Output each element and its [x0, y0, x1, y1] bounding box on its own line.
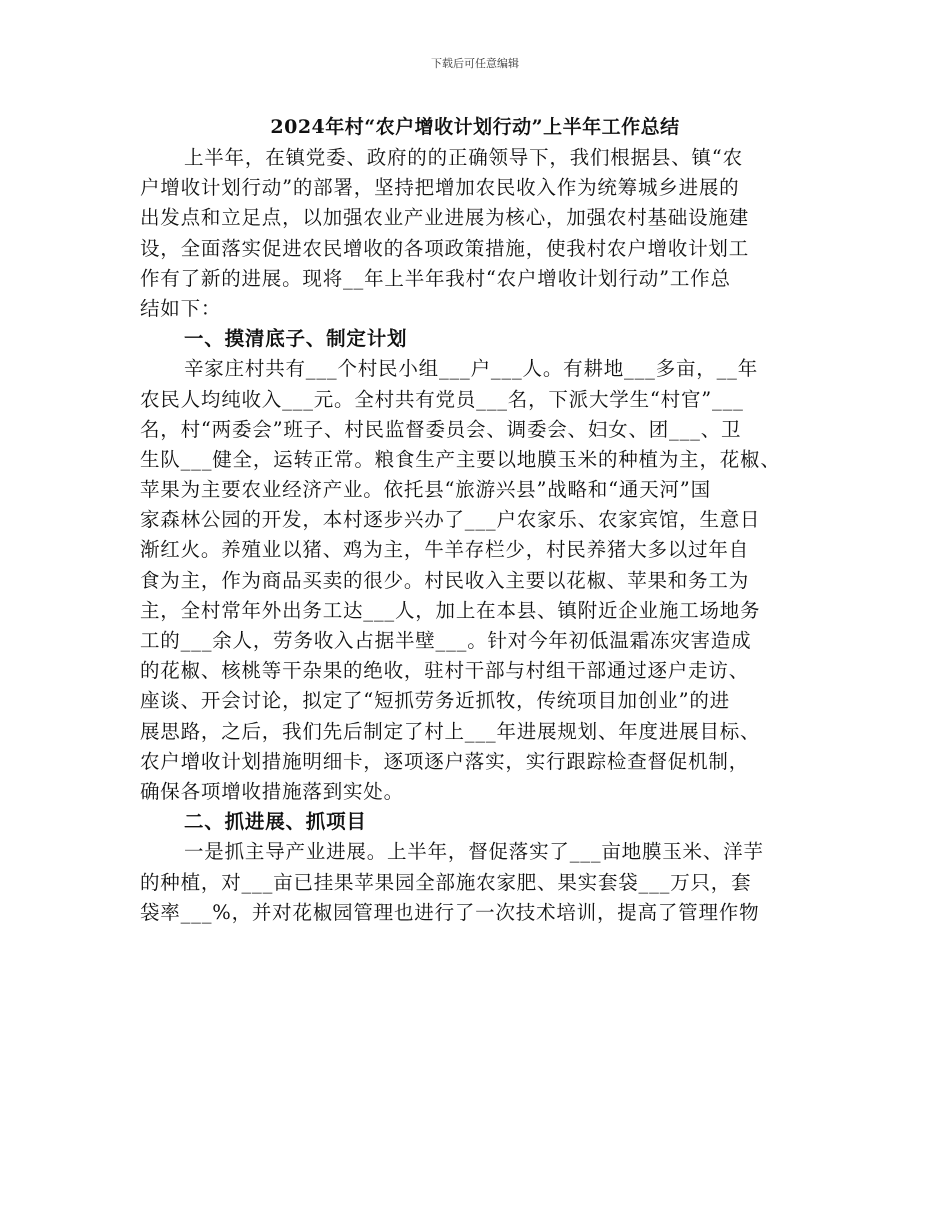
paragraph-line: 确保各项增收措施落到实处。 — [140, 779, 404, 803]
paragraph-line: 作有了新的进展。现将__年上半年我村“农户增收计划行动”工作总 — [140, 266, 731, 290]
paragraph-line: 出发点和立足点，以加强农业产业进展为核心，加强农村基础设施建 — [140, 206, 750, 230]
paragraph-line: 的种植，对___亩已挂果苹果园全部施农家肥、果实套袋___万只，套 — [140, 870, 752, 894]
paragraph-line: 袋率___%，并对花椒园管理也进行了一次技术培训，提高了管理作物 — [140, 900, 760, 924]
paragraph-line: 上半年，在镇党委、政府的的正确领导下，我们根据县、镇“农 — [184, 146, 743, 169]
paragraph-line: 渐红火。养殖业以猪、鸡为主，牛羊存栏少，村民养猪大多以过年自 — [140, 538, 750, 562]
document-body — [140, 143, 830, 928]
paragraph-line: 展思路，之后，我们先后制定了村上___年进展规划、年度进展目标、 — [140, 719, 761, 743]
paragraph-line: 主，全村常年外出务工达___人，加上在本县、镇附近企业施工场地务 — [140, 598, 761, 622]
paragraph-line: 工的___余人，劳务收入占据半壁___。针对今年初低温霜冻灾害造成 — [140, 629, 752, 652]
section-heading: 二、抓进展、抓项目 — [184, 810, 367, 834]
paragraph-line: 辛家庄村共有___个村民小组___户___人。有耕地___多亩，__年 — [184, 357, 758, 381]
paragraph-line: 食为主，作为商品买卖的很少。村民收入主要以花椒、苹果和务工为 — [140, 568, 750, 592]
document-title: 2024年村“农户增收计划行动”上半年工作总结 — [270, 116, 680, 138]
paragraph-line: 苹果为主要农业经济产业。依托县“旅游兴县”战略和“通天河”国 — [140, 478, 711, 502]
section-heading: 一、摸清底子、制定计划 — [184, 327, 408, 351]
paragraph-line: 设，全面落实促进农民增收的各项政策措施，使我村农户增收计划工 — [140, 236, 750, 260]
paragraph-line: 生队___健全，运转正常。粮食生产主要以地膜玉米的种植为主，花椒、 — [140, 447, 781, 471]
header-note: 下载后可任意编辑 — [431, 57, 519, 70]
paragraph-line: 结如下： — [140, 296, 222, 320]
paragraph-line: 一是抓主导产业进展。上半年，督促落实了___亩地膜玉米、洋芋 — [184, 840, 764, 864]
paragraph-line: 座谈、开会讨论，拟定了“短抓劳务近抓牧，传统项目加创业”的进 — [140, 689, 730, 713]
paragraph-line: 农民人均纯收入___元。全村共有党员___名，下派大学生“村官”___ — [140, 387, 744, 411]
paragraph-line: 的花椒、核桃等干杂果的绝收，驻村干部与村组干部通过逐户走访、 — [140, 659, 750, 683]
paragraph-line: 户增收计划行动”的部署，坚持把增加农民收入作为统筹城乡进展的 — [140, 176, 740, 200]
paragraph-line: 名，村“两委会”班子、村民监督委员会、调委会、妇女、团___、卫 — [140, 417, 742, 441]
paragraph-line: 农户增收计划措施明细卡，逐项逐户落实，实行跟踪检查督促机制， — [140, 749, 750, 773]
paragraph-line: 家森林公园的开发，本村逐步兴办了___户农家乐、农家宾馆，生意日 — [140, 508, 761, 532]
